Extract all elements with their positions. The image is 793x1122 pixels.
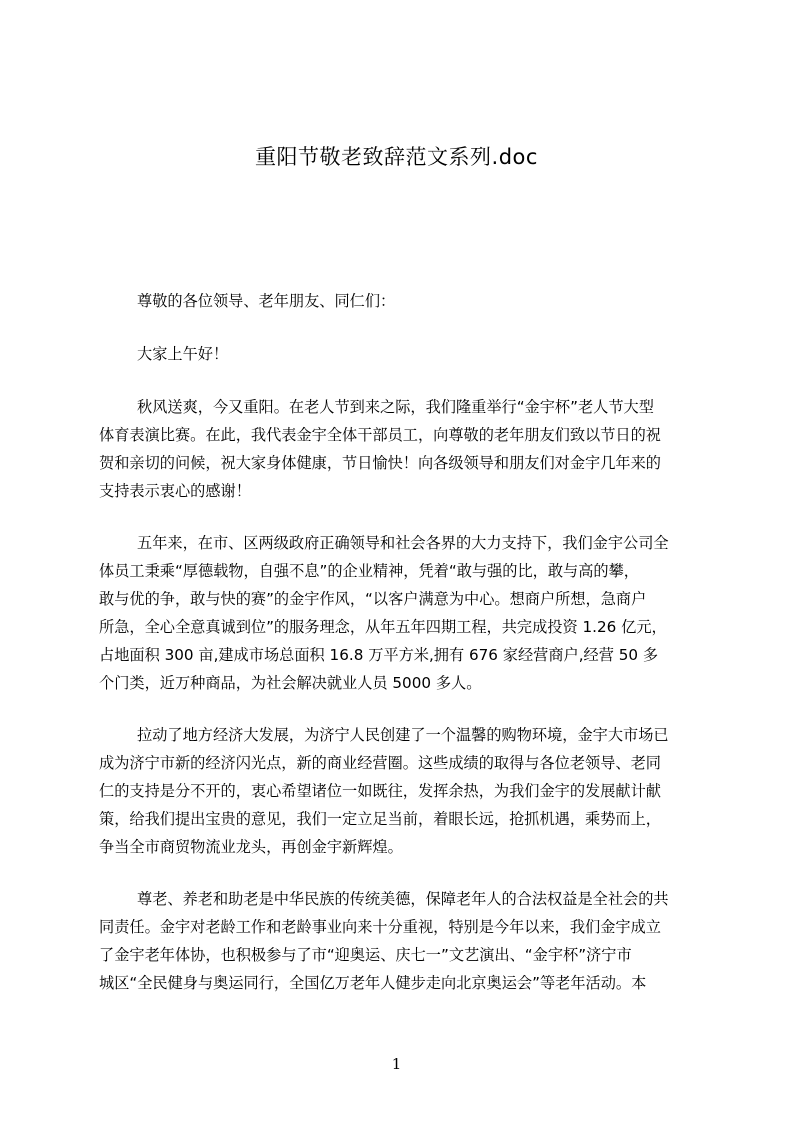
paragraph-2-line-5: 占地面积 300 亩,建成市场总面积 16.8 万平方米,拥有 676 家经营商户,经营 50 多 [99,646,659,664]
paragraph-2-line-2: 体员工秉乘“厚德载物，自强不息”的企业精神，凭着“敢与强的比，敢与高的攀， [99,562,639,580]
paragraph-4-line-3: 了金宇老年体协，也积极参与了市“迎奥运、庆七一”文艺演出、“金宇杯”济宁市 [99,946,632,964]
page-number: 1 [391,1055,402,1073]
paragraph-2-line-1: 五年来，在市、区两级政府正确领导和社会各界的大力支持下，我们金宇公司全 [137,534,669,552]
paragraph-3-line-3: 仁的支持是分不开的，衷心希望诸位一如既往，发挥余热，为我们金宇的发展献计献 [99,782,661,800]
greeting: 大家上午好！ [137,345,229,363]
paragraph-2-line-4: 所急，全心全意真诚到位”的服务理念，从年五年四期工程，共完成投资 1.26 亿元， [99,618,667,636]
paragraph-2-line-3: 敢与优的争，敢与快的赛”的金宇作风，“以客户满意为中心。想商户所想，急商户 [99,590,647,608]
paragraph-3-line-4: 策，给我们提出宝贵的意见，我们一定立足当前，着眼长远，抢抓机遇，乘势而上， [99,810,661,828]
paragraph-4-line-2: 同责任。金宇对老龄工作和老龄事业向来十分重视，特别是今年以来，我们金宇成立 [99,918,661,936]
paragraph-4-line-1: 尊老、养老和助老是中华民族的传统美德，保障老年人的合法权益是全社会的共 [137,890,669,908]
paragraph-1-line-4: 支持表示衷心的感谢！ [99,482,251,500]
paragraph-3-line-5: 争当全市商贸物流业龙头，再创金宇新辉煌。 [99,838,403,856]
document-title: 重阳节敬老致辞范文系列.doc [255,145,538,169]
salutation: 尊敬的各位领导、老年朋友、同仁们： [137,292,396,310]
paragraph-2-line-6: 个门类，近万种商品，为社会解决就业人员 5000 多人。 [99,674,482,692]
paragraph-1-line-3: 贺和亲切的问候，祝大家身体健康，节日愉快！向各级领导和朋友们对金宇几年来的 [99,454,661,472]
paragraph-1-line-2: 体育表演比赛。在此，我代表金宇全体干部员工，向尊敬的老年朋友们致以节日的祝 [99,426,661,444]
paragraph-3-line-1: 拉动了地方经济大发展，为济宁人民创建了一个温馨的购物环境，金宇大市场已 [137,726,669,744]
paragraph-3-line-2: 成为济宁市新的经济闪光点，新的商业经营圈。这些成绩的取得与各位老领导、老同 [99,754,661,772]
paragraph-1-line-1: 秋风送爽，今又重阳。在老人节到来之际，我们隆重举行“金宇杯”老人节大型 [137,398,654,416]
paragraph-4-line-4: 城区“全民健身与奥运同行，全国亿万老年人健步走向北京奥运会”等老年活动。本 [99,974,647,992]
